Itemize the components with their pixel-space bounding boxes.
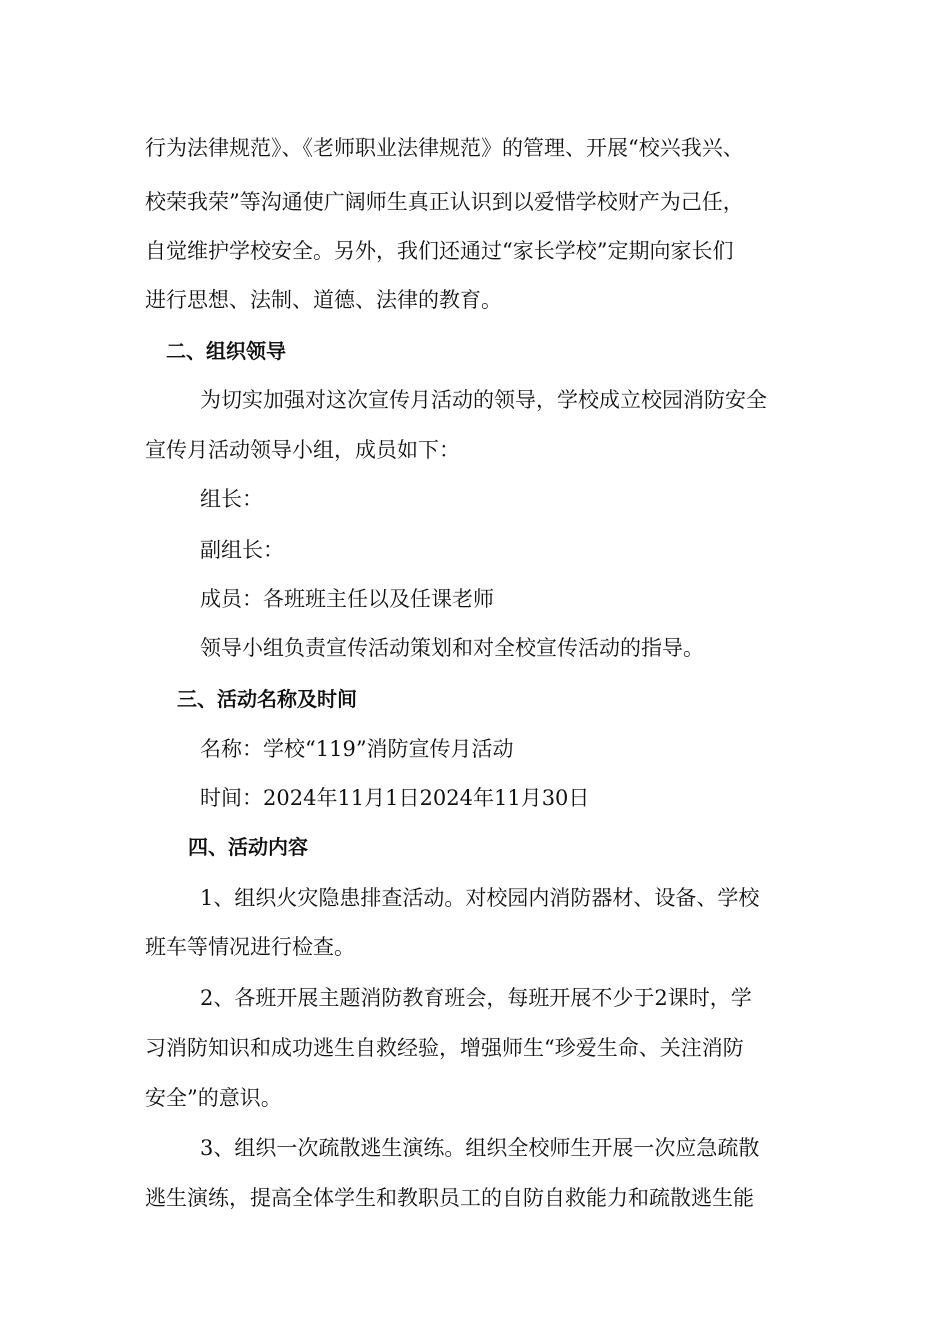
members-line: 成员：各班班主任以及任课老师 <box>200 587 494 611</box>
paragraph-line: 1、组织火灾隐患排查活动。对校园内消防器材、设备、学校 <box>200 886 760 910</box>
section-heading-name-time: 三、活动名称及时间 <box>177 687 357 711</box>
paragraph-line: 为切实加强对这次宣传月活动的领导，学校成立校园消防安全 <box>200 388 767 412</box>
leader-line: 组长： <box>200 487 263 511</box>
paragraph-line: 安全”的意识。 <box>145 1086 282 1110</box>
paragraph-line: 校荣我荣”等沟通使广阔师生真正认识到以爱惜学校财产为己任， <box>145 190 744 214</box>
duty-line: 领导小组负责宣传活动策划和对全校宣传活动的指导。 <box>200 636 704 660</box>
paragraph-line: 宣传月活动领导小组，成员如下： <box>145 438 460 462</box>
paragraph-line: 习消防知识和成功逃生自救经验，增强师生“珍爱生命、关注消防 <box>145 1036 744 1060</box>
activity-time-line: 时间：2024年11月1日2024年11月30日 <box>200 786 590 810</box>
activity-name-line: 名称：学校“119”消防宣传月活动 <box>200 737 514 761</box>
paragraph-line: 自觉维护学校安全。另外，我们还通过“家长学校”定期向家长们 <box>145 239 734 263</box>
vice-leader-line: 副组长： <box>200 538 284 562</box>
paragraph-line: 行为法律规范》、《老师职业法律规范》的管理、开展“校兴我兴、 <box>145 136 744 160</box>
paragraph-line: 2、各班开展主题消防教育班会，每班开展不少于2课时，学 <box>200 986 752 1010</box>
paragraph-line: 进行思想、法制、道德、法律的教育。 <box>145 288 502 312</box>
section-heading-content: 四、活动内容 <box>188 835 308 859</box>
paragraph-line: 班车等情况进行检查。 <box>145 935 355 959</box>
paragraph-line: 3、组织一次疏散逃生演练。组织全校师生开展一次应急疏散 <box>200 1136 760 1160</box>
paragraph-line: 逃生演练，提高全体学生和教职员工的自防自救能力和疏散逃生能 <box>145 1186 754 1210</box>
section-heading-organization: 二、组织领导 <box>166 339 286 363</box>
